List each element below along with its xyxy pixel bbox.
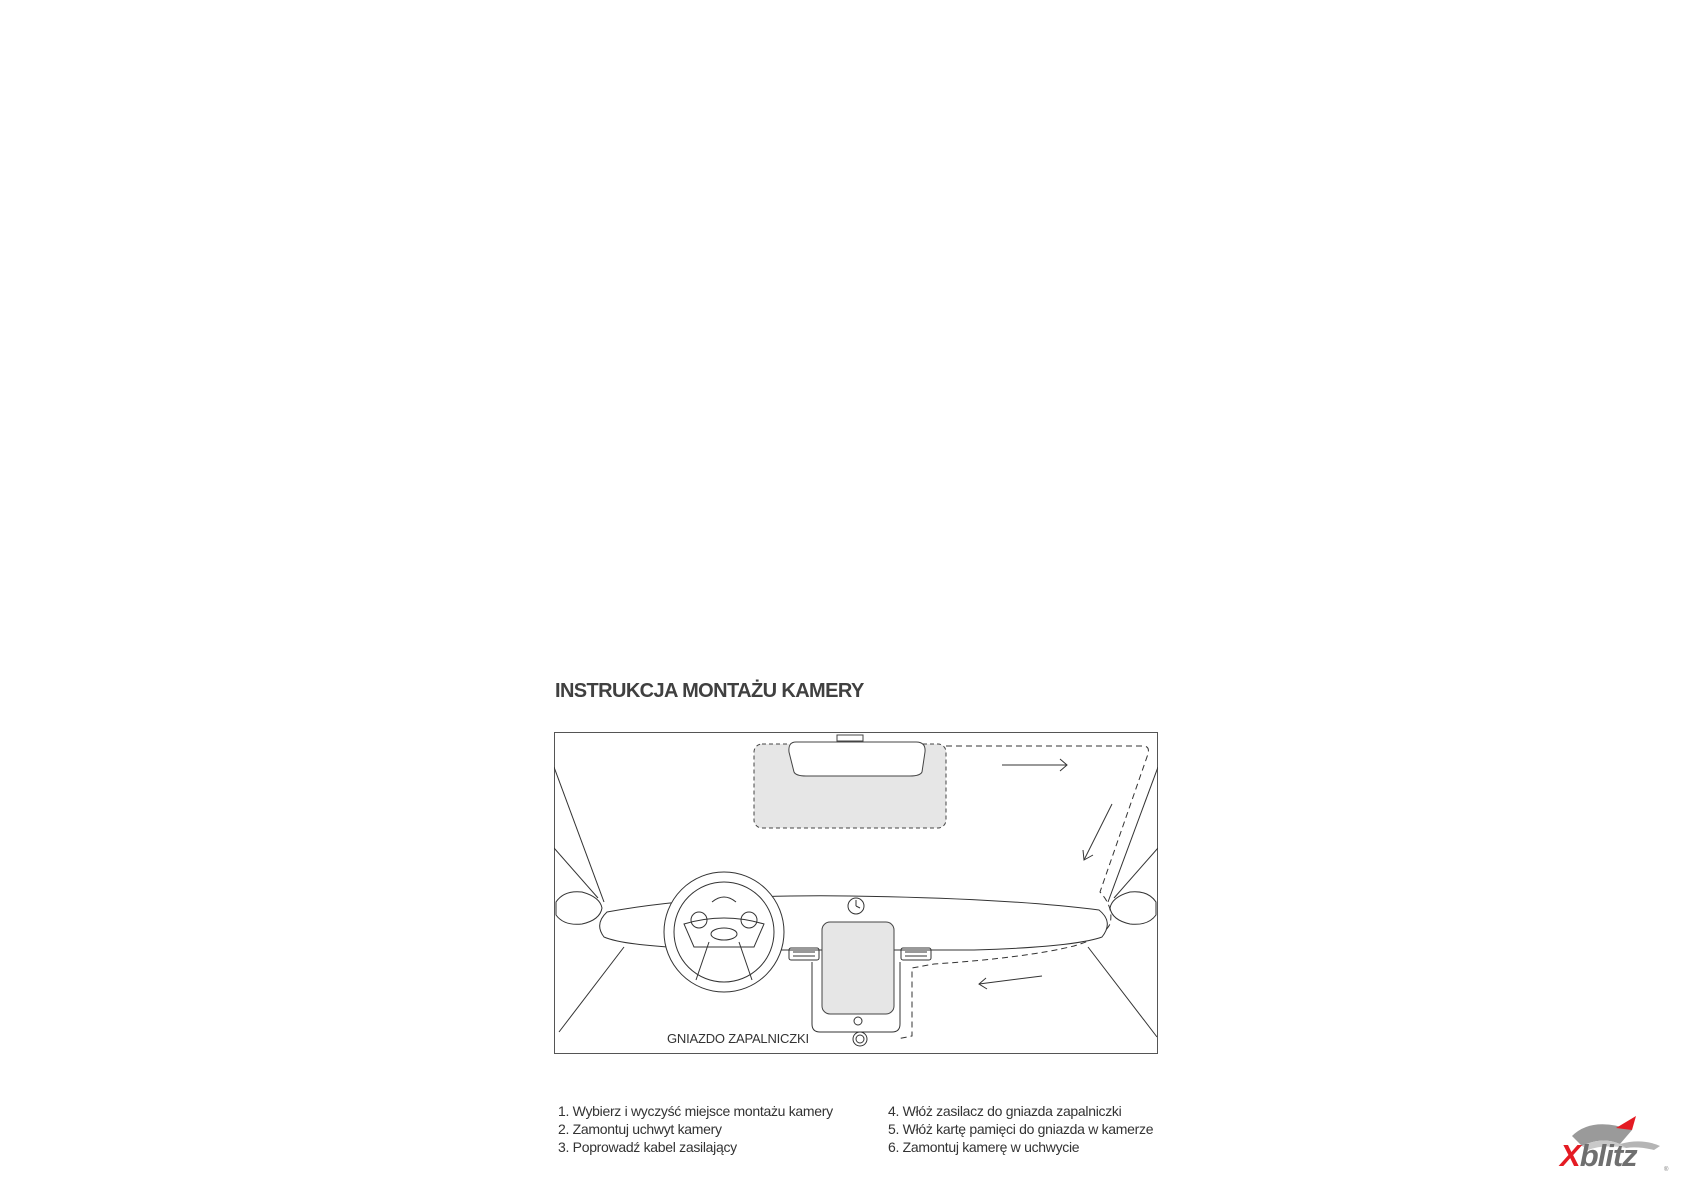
logo-x: X: [1560, 1138, 1580, 1173]
page-title: INSTRUKCJA MONTAŻU KAMERY: [555, 680, 864, 702]
step-item: 2. Zamontuj uchwyt kamery: [558, 1121, 722, 1137]
step-item: 6. Zamontuj kamerę w uchwycie: [888, 1139, 1080, 1155]
step-item: 5. Włóż kartę pamięci do gniazda w kamerze: [888, 1121, 1154, 1137]
camera-mount-zone: [754, 735, 946, 828]
mounting-diagram: [554, 732, 1158, 1054]
socket-label: GNIAZDO ZAPALNICZKI: [667, 1031, 809, 1046]
lighter-socket: [853, 1032, 867, 1046]
steps-list-left: [558, 1102, 833, 1156]
steps-list-right: [888, 1102, 1153, 1156]
center-console: [812, 922, 900, 1032]
step-item: 3. Poprowadź kabel zasilający: [558, 1139, 737, 1155]
step-item: 1. Wybierz i wyczyść miejsce montażu kamery: [558, 1103, 833, 1119]
logo-rest: blitz: [1579, 1138, 1637, 1173]
direction-arrows: [979, 759, 1112, 989]
steering-wheel: [664, 872, 784, 992]
brand-logo-text: [1560, 1140, 1637, 1172]
step-item: 4. Włóż zasilacz do gniazda zapalniczki: [888, 1103, 1122, 1119]
trademark-mark: ®: [1664, 1167, 1669, 1173]
